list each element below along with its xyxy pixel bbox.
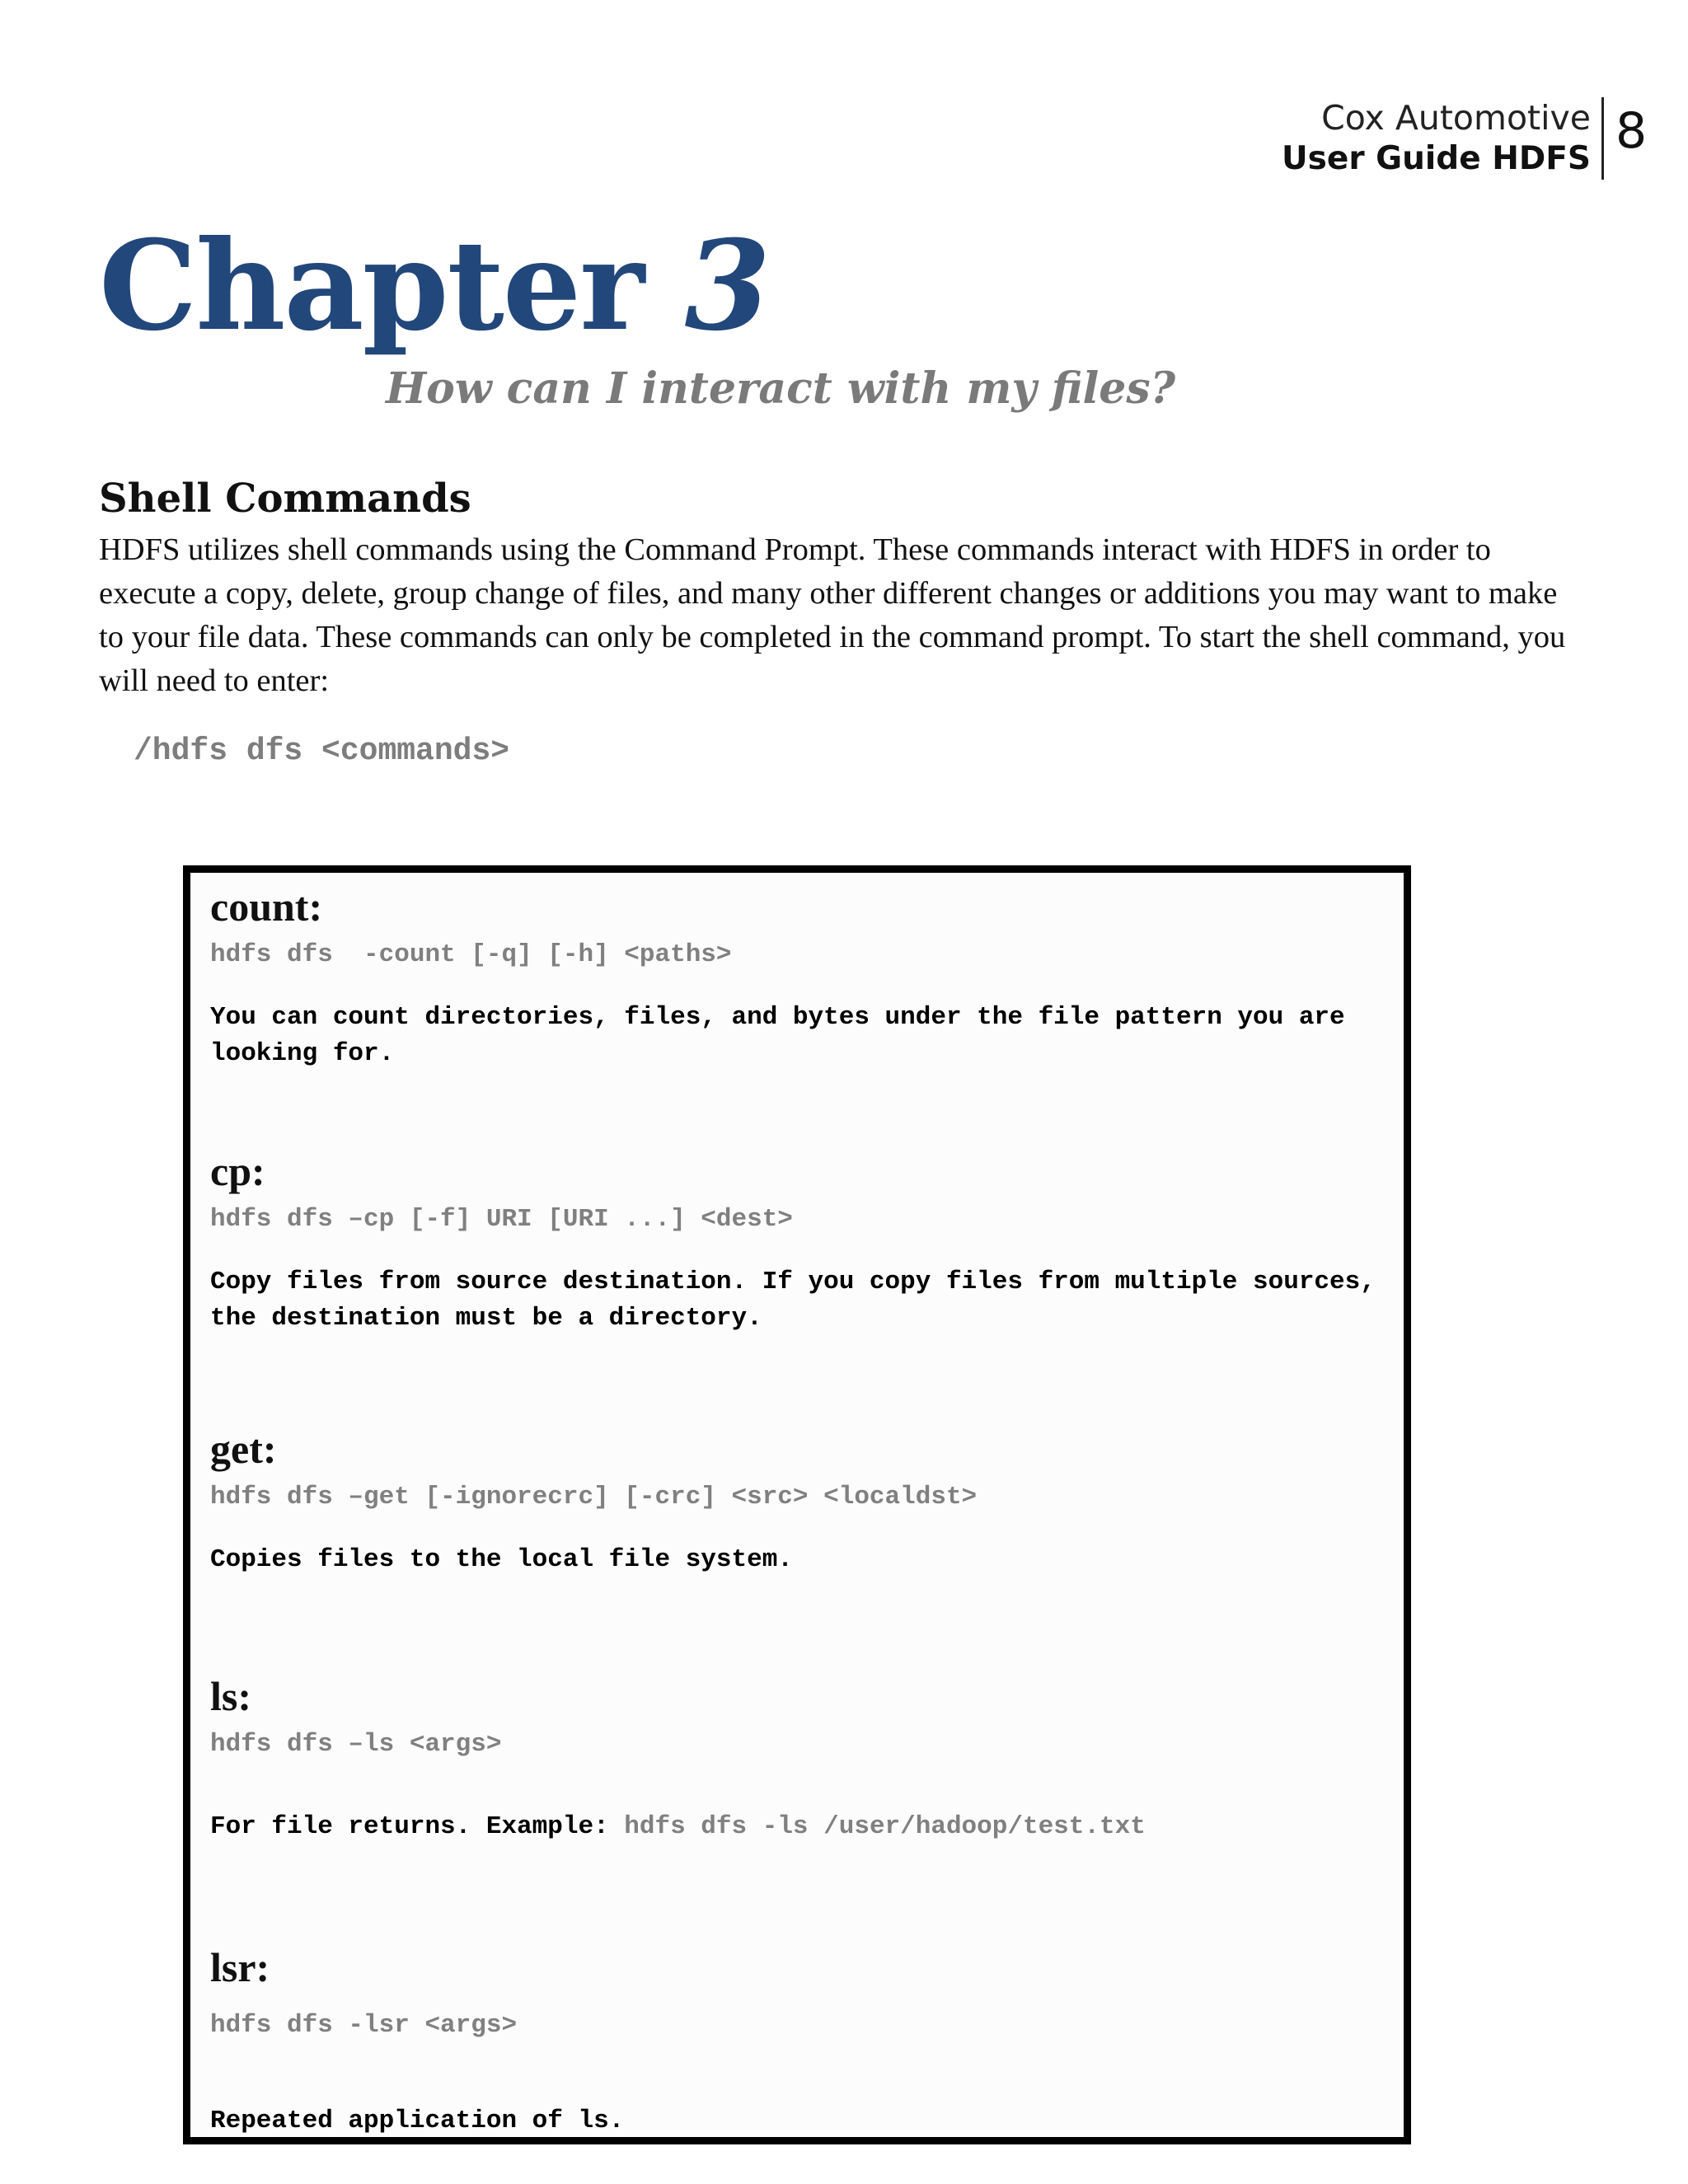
intro-paragraph: HDFS utilizes shell commands using the Command Prompt. These commands interact with HDFS in order to execute a copy, delete, group change of files, and many other different changes or additions you may want to make to your file data. These commands can only be completed in the command prompt. To start the shell command, you will need to enter: — [99, 532, 1566, 698]
command-name-count: count: — [210, 883, 323, 930]
command-description-count: You can count directories, files, and bytes under the file pattern you are looking for. — [210, 1003, 1345, 1068]
section-heading: Shell Commands — [99, 476, 471, 522]
command-description-cp: Copy files from source destination. If you copy files from multiple sources, the destination must be a directory. — [210, 1268, 1376, 1333]
chapter-subtitle: How can I interact with my files? — [386, 363, 1176, 414]
header-company: Cox Automotive — [1321, 98, 1591, 138]
command-syntax-lsr: hdfs dfs -lsr <args> — [210, 2011, 518, 2040]
command-description-lsr: Repeated application of ls. — [210, 2107, 625, 2135]
command-syntax-get: hdfs dfs –get [-ignorecrc] [-crc] <src> <localdst> — [210, 1483, 978, 1511]
command-name-cp: cp: — [210, 1148, 265, 1194]
command-description-get: Copies files to the local file system. — [210, 1545, 793, 1574]
command-syntax-cp: hdfs dfs –cp [-f] URI [URI ...] <dest> — [210, 1205, 793, 1234]
intro-command: /hdfs dfs <commands> — [134, 733, 510, 769]
chapter-number: 3 — [684, 213, 769, 359]
chapter-word: Chapter — [99, 213, 644, 359]
header-guide-title: User Guide HDFS — [1282, 140, 1591, 177]
command-name-ls: ls: — [210, 1673, 251, 1719]
command-description-ls-text: For file returns. Example: — [210, 1812, 609, 1841]
command-name-get: get: — [210, 1426, 277, 1472]
header-divider — [1601, 97, 1604, 180]
running-header — [1282, 97, 1591, 180]
command-name-lsr: lsr: — [210, 1944, 270, 1990]
command-example-ls: hdfs dfs -ls /user/hadoop/test.txt — [608, 1812, 1146, 1841]
command-description-ls — [210, 1809, 1397, 1845]
page-number: 8 — [1615, 102, 1648, 160]
chapter-title — [99, 213, 769, 359]
command-syntax-ls: hdfs dfs –ls <args> — [210, 1730, 502, 1759]
command-syntax-count: hdfs dfs -count [-q] [-h] <paths> — [210, 940, 732, 969]
